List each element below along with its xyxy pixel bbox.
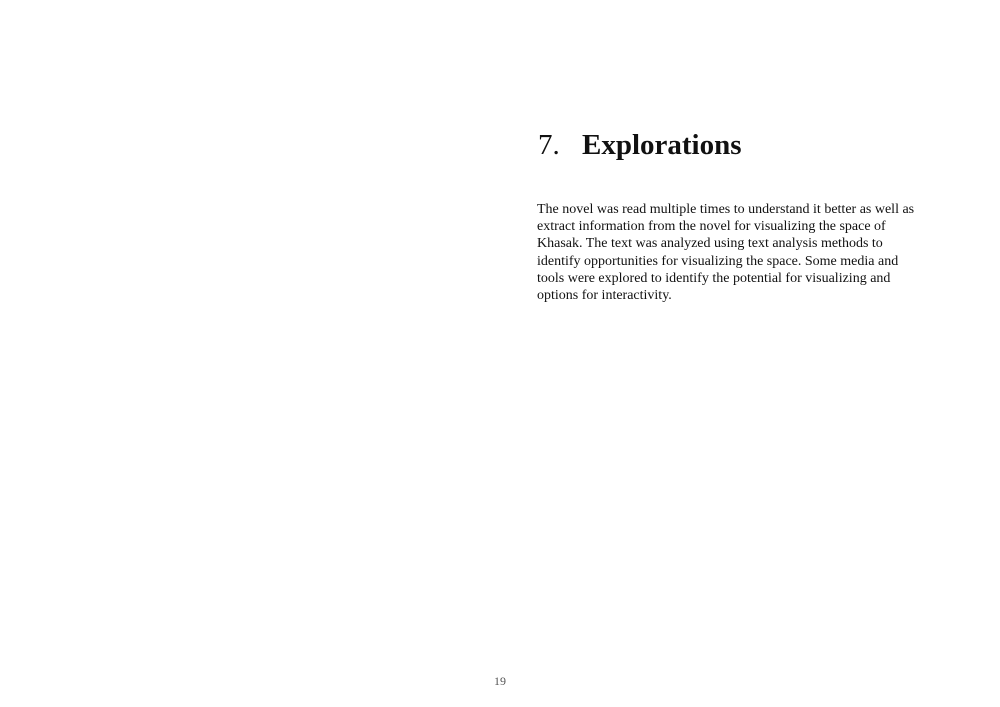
right-page xyxy=(500,0,1000,707)
page-number: 19 xyxy=(494,674,506,688)
chapter-heading xyxy=(538,126,742,164)
paragraph-line: The novel was read multiple times to understand it better as well as xyxy=(537,202,915,217)
paragraph-line: identify opportunities for visualizing the space. Some media and xyxy=(537,253,899,269)
chapter-number: 7. xyxy=(538,129,560,161)
paragraph-line: extract information from the novel for visualizing the space of xyxy=(537,219,886,235)
paragraph-line: tools were explored to identify the potential for visualizing and xyxy=(537,270,891,286)
paragraph-line: Khasak. The text was analyzed using text analysis methods to xyxy=(537,236,883,252)
paragraph-line: options for interactivity. xyxy=(537,288,672,304)
body-paragraph xyxy=(537,201,937,304)
chapter-title: Explorations xyxy=(582,129,742,161)
